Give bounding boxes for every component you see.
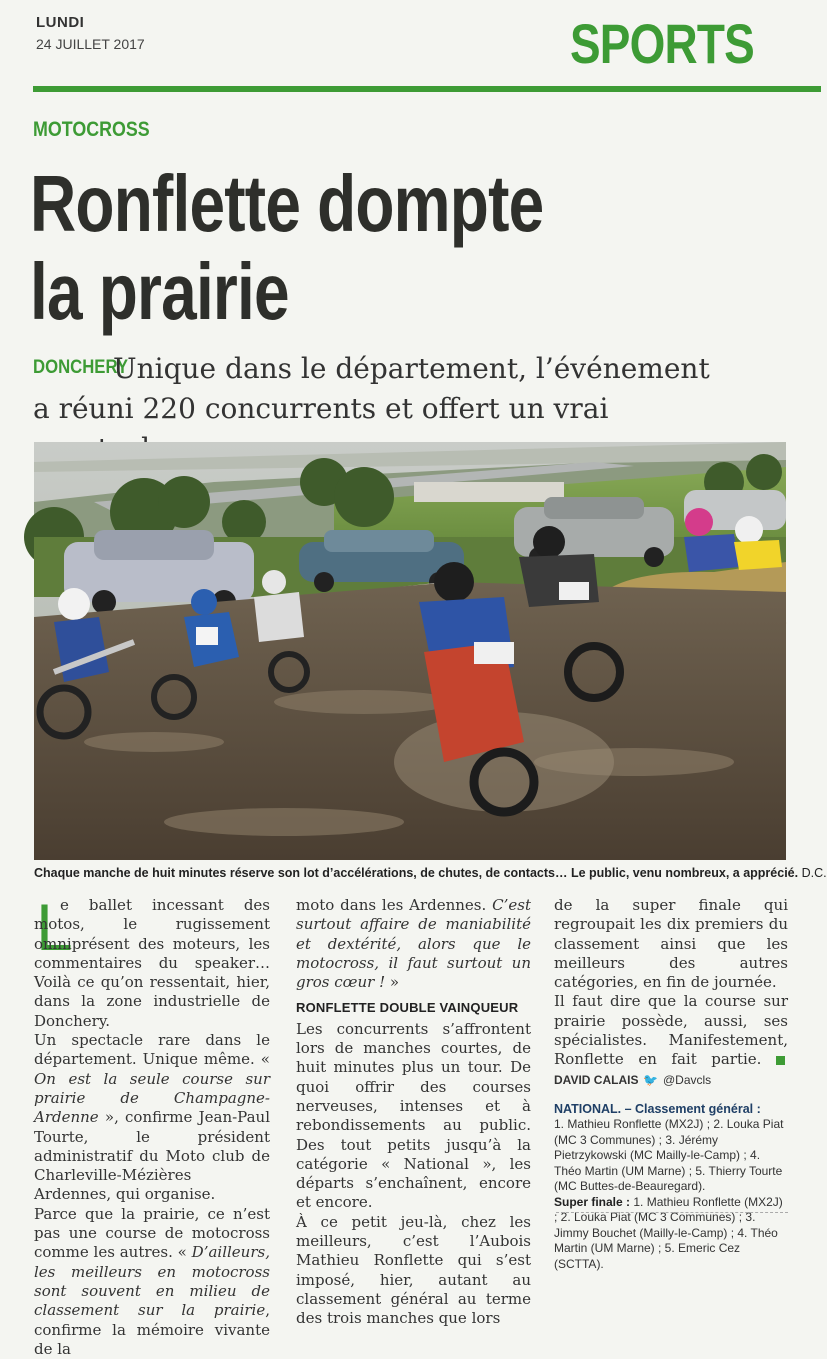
article-headline	[30, 160, 670, 336]
twitter-bird-icon: 🐦	[643, 1072, 659, 1087]
paragraph: À ce petit jeu-là, chez les meilleurs, c’est l’Aubois Mathieu Ronflette qui s’est imposé, hier, autant au classement général au terme des trois manches que lors	[296, 1212, 531, 1328]
column-3	[554, 896, 788, 1272]
headline-line-2: la prairie	[30, 247, 289, 336]
author-byline: DAVID CALAIS	[554, 1072, 639, 1087]
header-rule	[33, 86, 821, 92]
results-title: NATIONAL. – Classement général :	[554, 1101, 761, 1116]
results-box	[554, 1102, 788, 1273]
deck-location: DONCHERY	[33, 357, 129, 378]
caption-credit: D.C.	[801, 866, 827, 880]
quote: C’est surtout affaire de maniabilité et dextérité, alors que le motocross, il faut surtout un gros cœur !	[296, 896, 531, 992]
square-bullet-icon	[776, 1056, 785, 1065]
text-span: Parce que la prairie, ce n’est pas une course de motocross comme les autres. «	[34, 1204, 270, 1262]
paragraph	[554, 992, 788, 1089]
results-superfinale: 1. Mathieu Ronflette (MX2J) ; 2. Louka Piat (MC 3 Communes) ; 3. Jimmy Bouchet (Mailly-le-Camp) ; 4. Théo Martin (UM Marne) ; 5. Emeric Cez (SCTTA).	[554, 1194, 783, 1271]
photo-caption	[34, 866, 827, 880]
edition-date: 24 JUILLET 2017	[36, 36, 145, 52]
text-span: », confirme Jean-Paul Tourte, le président administratif du Moto club de Charleville-Mézières Ardennes, qui organise.	[34, 1108, 270, 1204]
drop-cap: L	[36, 890, 73, 964]
paragraph	[34, 1205, 270, 1359]
paragraph	[296, 896, 531, 992]
text-span: , confirme la mémoire vivante de la	[34, 1301, 270, 1358]
text-span: »	[389, 973, 400, 992]
deck-line-2: a réuni 220 concurrents et offert un vrai	[33, 392, 609, 425]
column-1	[34, 890, 270, 1359]
paragraph: e ballet incessant des motos, le rugissement omniprésent des moteurs, les commentaires du speaker… Voilà ce qu’on ressentait, hier, dans la zone industrielle de Donchery.	[34, 896, 270, 1030]
article-photo	[34, 442, 786, 860]
column-2	[296, 896, 531, 1329]
subheading: RONFLETTE DOUBLE VAINQUEUR	[296, 1000, 519, 1016]
quote: D’ailleurs, les meilleurs en motocross sont souvent en milieu de classement sur la prairie	[34, 1243, 270, 1320]
text-span: Il faut dire que la course sur prairie possède, aussi, ses spécialistes. Manifestement, Ronflette en fait partie.	[554, 992, 788, 1069]
text-span: moto dans les Ardennes.	[296, 896, 487, 914]
section-title: SPORTS	[570, 12, 754, 75]
headline-line-1: Ronflette dompte	[30, 159, 544, 248]
results-general: 1. Mathieu Ronflette (MX2J) ; 2. Louka Piat (MC 3 Communes) ; 3. Jérémy Pietrzykowski (MC Mailly-le-Camp) ; 4. Théo Martin (UM Marne) ; 5. Thierry Tourte (MC Buttes-de-Beauregard).	[554, 1117, 784, 1194]
article-kicker: MOTOCROSS	[33, 118, 150, 141]
paragraph: Les concurrents s’affrontent lors de manches courtes, de huit minutes plus un tour. De quoi offrir des courses nerveuses, intenses et à rebondissements au public. Des tout petits jusqu’à la catégorie « National », les départs s’enchaînent, encore et encore.	[296, 1019, 531, 1212]
text-span: Un spectacle rare dans le département. Unique même. «	[34, 1031, 270, 1069]
twitter-handle[interactable]: @Davcls	[662, 1072, 712, 1087]
paragraph: de la super finale qui regroupait les dix premiers du classement ainsi que les meilleurs des autres catégories, en fin de journée.	[554, 896, 788, 992]
deck-line-1: Unique dans le département, l’événement	[113, 352, 710, 385]
caption-text: Chaque manche de huit minutes réserve son lot d’accélérations, de chutes, de contacts… Le public, venu nombreux, a apprécié.	[34, 866, 799, 880]
motocross-photo	[34, 442, 786, 860]
superfinale-title: Super finale :	[554, 1194, 631, 1209]
results-divider	[556, 1212, 788, 1214]
quote: On est la seule course sur prairie de Champagne-Ardenne	[34, 1069, 270, 1127]
paragraph	[34, 1031, 270, 1205]
edition-day: LUNDI	[36, 14, 85, 31]
